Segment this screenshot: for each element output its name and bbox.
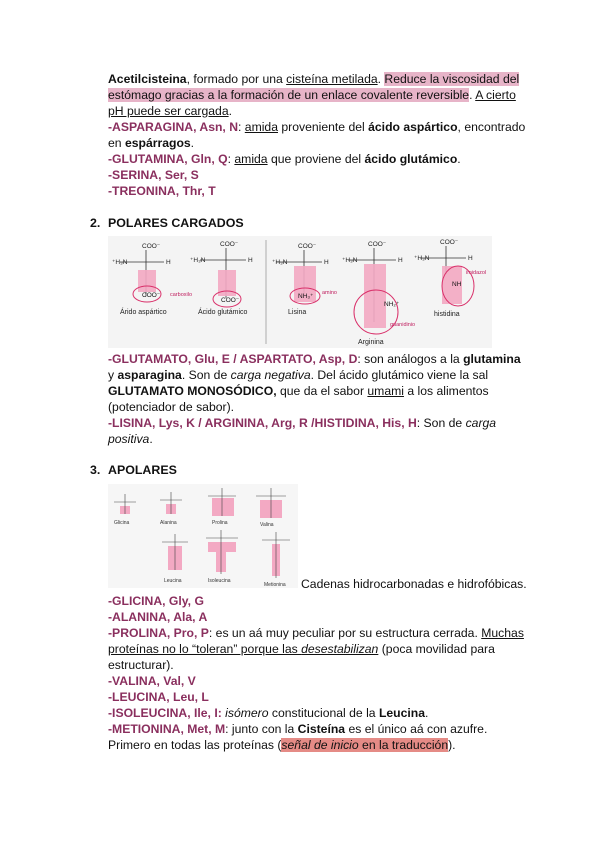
svg-text:H: H [324,259,329,266]
group-nh3-lys: NH₃⁺ [298,293,314,300]
label-metionina: Metionina [264,582,286,588]
paragraph-glutamato: -GLUTAMATO, Glu, E / ASPARTATO, Asp, D: son análogos a la glutamina y asparagina. Son de carga negativa. Del ácido glutámico viene la sal GLUTAMATO MONOSÓDICO, que da el sabor umami a los alimentos (potenciador de sabor). [108,352,521,414]
label-acido-glutamico: Ácido glutámico [198,309,248,316]
amino-asparagina: -ASPARAGINA, Asn, N [108,120,239,134]
link-proteinas-toleran[interactable]: Muchas proteínas no lo “toleran” porque las [108,626,524,656]
annotation-amino: amino [322,290,337,296]
amino-prolina: -PROLINA, Pro, P [108,626,209,640]
svg-text:H: H [468,255,473,262]
highlight-viscosidad: Reduce la viscosidad del estómago gracias a la formación de un enlace covalente reversible [108,72,520,102]
label-acido-aspartico: Árido aspártico [120,309,167,316]
label-alanina: Alanina [160,520,177,526]
amino-valina: -VALINA, Val, V [108,674,196,688]
svg-text:H: H [166,259,171,266]
amino-serina: -SERINA, Ser, S [108,168,199,182]
paragraph-lisina: -LISINA, Lys, K / ARGININA, Arg, R /HISTIDINA, His, H: Son de carga positiva. [108,416,497,446]
label-isoleucina: Isoleucina [208,578,231,584]
paragraph-prolina: -PROLINA, Pro, P: es un aá muy peculiar por su estructura cerrada. Muchas proteínas no lo “toleran” porque las desestabilizan (poca movilidad para estructurar). [108,626,524,672]
figure-caption: Cadenas hidrocarbonadas e hidrofóbicas. [301,577,527,591]
group-nh2-arg: NH₂⁺ [384,301,400,308]
charged-block [108,351,528,447]
term-acetilcisteina: Acetilcisteina [108,72,187,86]
svg-text:⁺H₃N: ⁺H₃N [112,259,128,266]
link-umami[interactable]: umami [367,384,404,398]
label-leucina: Leucina [164,578,182,584]
apolar-block [108,593,528,753]
figure-apolares [108,484,298,588]
amino-treonina: -TREONINA, Thr, T [108,184,216,198]
amino-glicina: -GLICINA, Gly, G [108,594,204,608]
svg-text:COO⁻: COO⁻ [368,241,387,248]
paragraph-acetilcisteina: Acetilcisteina, formado por una cisteína metilada. Reduce la viscosidad del estómago gracias a la formación de un enlace covalente reversible. A cierto pH puede ser cargada. [108,72,520,118]
structures-apolar-svg [108,484,298,588]
intro-block [108,71,528,199]
svg-text:COO⁻: COO⁻ [298,243,317,250]
group-nh-his: NH [452,281,462,288]
paragraph-glutamina: -GLUTAMINA, Gln, Q: amida que proviene del ácido glutámico. [108,152,461,166]
label-lisina: Lisina [288,309,307,316]
svg-text:COO⁻: COO⁻ [220,241,239,248]
amino-leucina: -LEUCINA, Leu, L [108,690,209,704]
amino-isoleucina: -ISOLEUCINA, Ile, I: [108,706,222,720]
link-amida[interactable]: amida [234,152,268,166]
amino-metionina: -METIONINA, Met, M [108,722,226,736]
group-coo-glu: COO⁻ [221,297,240,304]
label-valina: Valina [260,522,274,528]
svg-text:⁺H₃N: ⁺H₃N [272,259,288,266]
annotation-imidazol: imidazol [466,270,487,276]
label-histidina: histidina [434,311,460,318]
svg-text:⁺H₃N: ⁺H₃N [190,257,206,264]
annotation-carboxilo: carboxilo [170,292,193,298]
link-cisteina-metilada[interactable]: cisteína metilada [286,72,378,86]
amino-glutamato-aspartato: -GLUTAMATO, Glu, E / ASPARTATO, Asp, D [108,352,358,366]
svg-text:H: H [398,257,403,264]
annotation-guanidinio: guanidinio [390,322,416,328]
label-prolina: Prolina [212,520,228,526]
svg-text:COO⁻: COO⁻ [440,239,459,246]
section-heading-apolares: 3. APOLARES [90,463,177,477]
paragraph-asparagina: -ASPARAGINA, Asn, N: amida proveniente del ácido aspártico, encontrado en espárragos. [108,120,526,150]
section-heading-polares-cargados: 2. POLARES CARGADOS [90,216,244,230]
amino-alanina: -ALANINA, Ala, A [108,610,208,624]
paragraph-metionina: -METIONINA, Met, M: junto con la Cisteína es el único aá con azufre. Primero en todas las proteínas (señal de inicio en la traducción). [108,722,488,752]
svg-text:⁺H₃N: ⁺H₃N [414,255,430,262]
highlight-traduccion: en la traducción [358,738,449,752]
figure-polares-cargados [108,236,492,348]
link-ph-cargada[interactable]: A cierto pH puede ser cargada [108,88,516,118]
struct-text: COO⁻ [142,243,161,250]
structures-charged-svg [108,236,492,348]
highlight-senal-inicio: señal de inicio [281,738,359,752]
group-coo-asp: COO⁻ [142,292,161,299]
link-desestabilizan[interactable]: desestabilizan [301,642,379,656]
amino-lisina-arginina-histidina: -LISINA, Lys, K / ARGININA, Arg, R /HISTIDINA, His, H [108,416,417,430]
svg-text:H: H [248,257,253,264]
label-arginina: Arginina [358,339,384,346]
svg-text:⁺H₃N: ⁺H₃N [342,257,358,264]
link-amida[interactable]: amida [244,120,278,134]
paragraph-isoleucina: -ISOLEUCINA, Ile, I: isómero constitucional de la Leucina. [108,706,429,720]
amino-glutamina: -GLUTAMINA, Gln, Q [108,152,228,166]
label-glicina: Glicina [114,520,130,526]
